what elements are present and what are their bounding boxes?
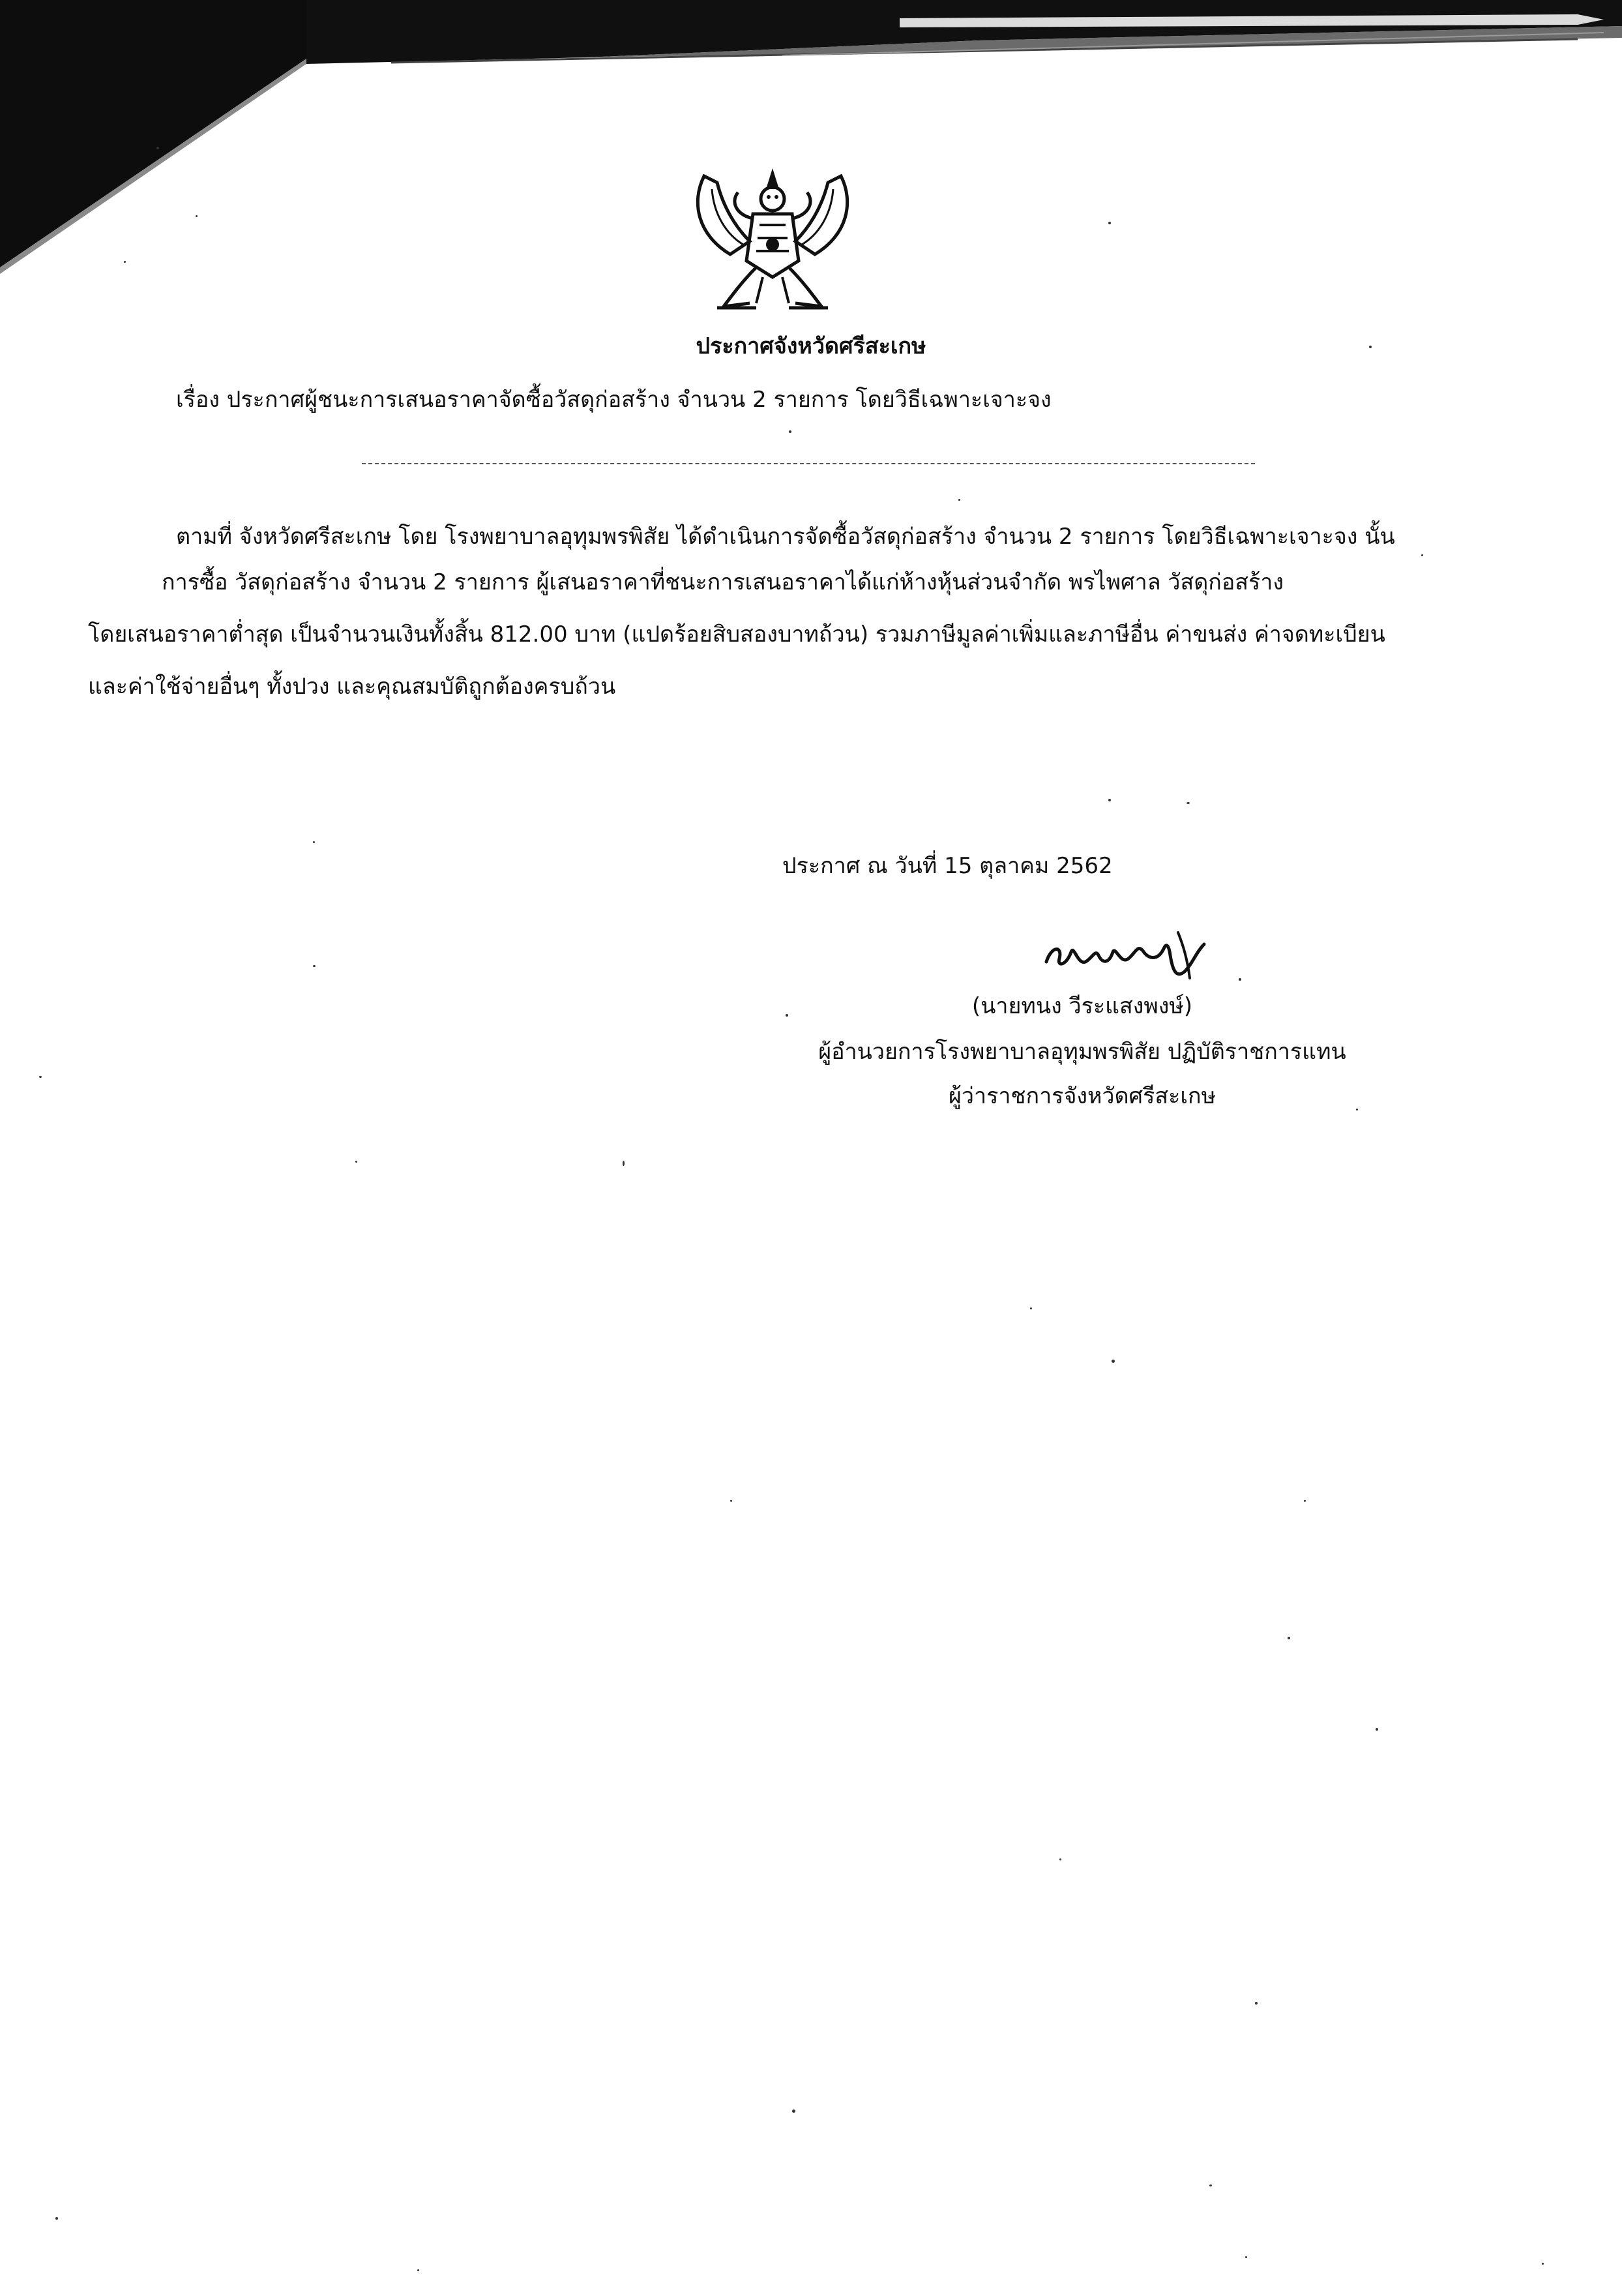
scan-speck: [1108, 799, 1111, 801]
scan-speck: [730, 1500, 732, 1502]
scan-speck: [1030, 1307, 1032, 1309]
scan-speck: [1245, 2256, 1247, 2258]
garuda-emblem: [678, 163, 867, 320]
body-line: และค่าใช้จ่ายอื่นๆ ทั้งปวง และคุณสมบัติถูกต้องครบถ้วน: [88, 674, 616, 700]
scan-speck: [1421, 554, 1423, 556]
scan-speck: [786, 1014, 788, 1017]
body-line: โดยเสนอราคาต่ำสุด เป็นจำนวนเงินทั้งสิ้น 812.00 บาท (แปดร้อยสิบสองบาทถ้วน) รวมภาษีมูลค่าเพิ่มและภาษีอื่น ค่าขนส่ง ค่าจดทะเบียน: [88, 621, 1385, 648]
scan-speck: [156, 147, 159, 149]
scan-speck: [789, 430, 791, 433]
scan-speck: [1376, 1728, 1378, 1731]
scan-speck: [124, 261, 126, 263]
signer-position: ผู้อำนวยการโรงพยาบาลอุทุมพรพิสัย ปฏิบัติราชการแทน: [818, 1039, 1346, 1065]
scan-speck: [1542, 2263, 1544, 2265]
scan-speck: [1209, 2184, 1212, 2186]
handwritten-signature: [1033, 926, 1229, 985]
scan-speck: [55, 2217, 58, 2220]
scan-speck: [1288, 1637, 1290, 1639]
scan-speck: [1255, 2002, 1258, 2005]
scan-speck: [623, 1161, 625, 1166]
scan-speck: [417, 2269, 419, 2271]
scan-speck: [1108, 222, 1111, 224]
scan-speck: [196, 215, 198, 217]
scan-speck: [958, 499, 960, 501]
body-line: การซื้อ วัสดุก่อสร้าง จำนวน 2 รายการ ผู้เสนอราคาที่ชนะการเสนอราคาได้แก่ห้างหุ้นส่วนจำกัด พรไพศาล วัสดุก่อสร้าง: [162, 569, 1284, 595]
scan-speck: [1187, 802, 1190, 804]
scan-speck: [1369, 346, 1372, 348]
document-subject: เรื่อง ประกาศผู้ชนะการเสนอราคาจัดซื้อวัสดุก่อสร้าง จำนวน 2 รายการ โดยวิธีเฉพาะเจาะจง: [176, 387, 1052, 413]
scan-speck: [792, 2110, 795, 2113]
divider-line: [362, 463, 1255, 464]
scan-speck: [1112, 1360, 1115, 1363]
scan-speck: [1304, 1500, 1306, 1502]
body-line: ตามที่ จังหวัดศรีสะเกษ โดย โรงพยาบาลอุทุมพรพิสัย ได้ดำเนินการจัดซื้อวัสดุก่อสร้าง จำนวน 2 รายการ โดยวิธีเฉพาะเจาะจง นั้น: [176, 524, 1395, 550]
signer-name: (นายทนง วีระแสงพงษ์): [971, 993, 1193, 1019]
announcement-date: ประกาศ ณ วันที่ 15 ตุลาคม 2562: [782, 853, 1113, 879]
scan-speck: [1059, 1858, 1061, 1860]
scan-streak-top: [0, 0, 1622, 72]
document-title: ประกาศจังหวัดศรีสะเกษ: [696, 333, 926, 359]
scan-speck: [1356, 1109, 1358, 1111]
scan-speck: [1239, 978, 1241, 981]
scan-speck: [39, 1076, 42, 1078]
signer-acting-for: ผู้ว่าราชการจังหวัดศรีสะเกษ: [948, 1083, 1216, 1109]
scan-speck: [355, 1161, 357, 1163]
scan-speck: [313, 841, 315, 843]
scan-speck: [313, 965, 316, 967]
